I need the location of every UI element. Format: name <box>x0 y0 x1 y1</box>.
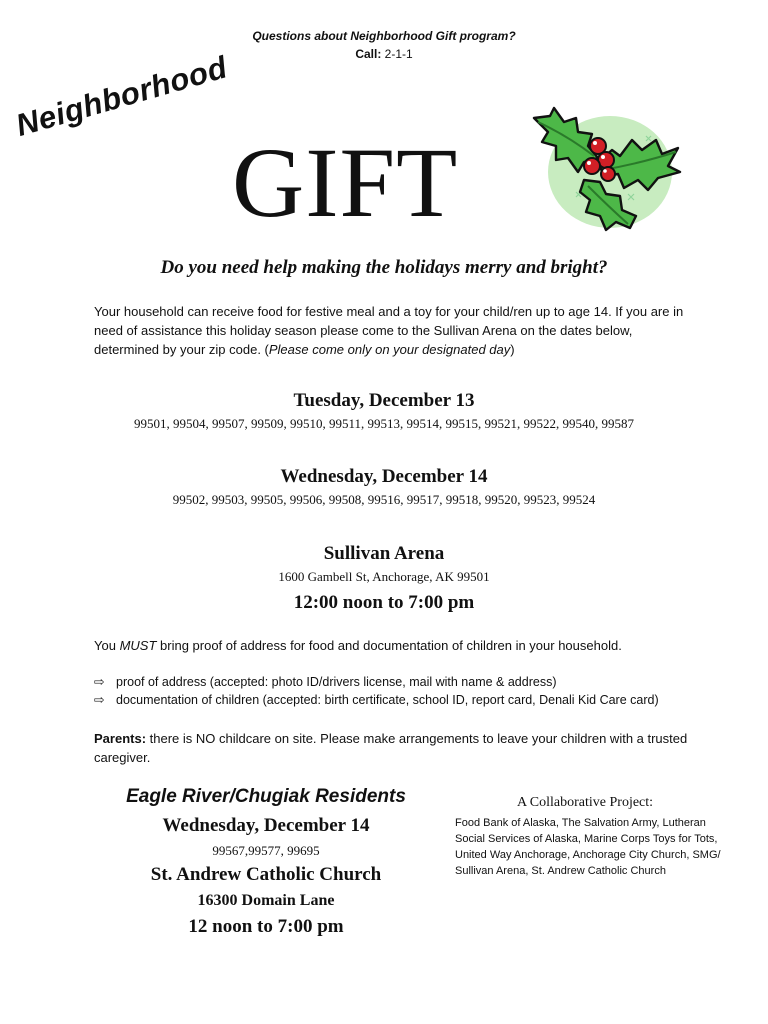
arrow-bullet-icon: ⇨ <box>94 693 105 707</box>
logo-script-word: Neighborhood <box>12 49 232 144</box>
parents-note <box>94 729 694 767</box>
bullet-text: documentation of children (accepted: birth certificate, school ID, report card, Denali Kid Care card) <box>116 693 659 707</box>
wednesday-date: Wednesday, December 14 <box>280 466 488 487</box>
venue-name: Sullivan Arena <box>323 543 445 564</box>
holly-icon <box>528 106 688 232</box>
requirements-rest: bring proof of address for food and documentation of children in your household. <box>156 638 622 653</box>
requirements-paragraph <box>94 636 694 655</box>
wednesday-zip-codes: 99502, 99503, 99505, 99506, 99508, 99516, 99517, 99518, 99520, 99523, 99524 <box>172 492 596 507</box>
requirements-lead: You <box>94 638 120 653</box>
eagle-river-time: 12 noon to 7:00 pm <box>188 916 344 937</box>
venue-address: 1600 Gambell St, Anchorage, AK 99501 <box>278 569 490 584</box>
headline: Do you need help making the holidays merry and bright? <box>160 257 608 278</box>
eagle-river-address: 16300 Domain Lane <box>197 892 335 909</box>
tuesday-date: Tuesday, December 13 <box>293 390 475 411</box>
venue-time: 12:00 noon to 7:00 pm <box>293 592 475 613</box>
eagle-river-heading: Eagle River/Chugiak Residents <box>126 786 406 807</box>
program-question: Questions about Neighborhood Gift program? <box>252 29 516 43</box>
collaborative-title: A Collaborative Project: <box>516 795 654 810</box>
intro-italic-note: Please come only on your designated day <box>268 342 511 357</box>
collaborative-partners: Food Bank of Alaska, The Salvation Army, Lutheran Social Services of Alaska, Marine Corps Toys for Tots, United Way Anchorage, Anchorage City Church, SMG/ Sullivan Arena, St. Andrew Catholic Church <box>455 817 721 877</box>
intro-close: ) <box>510 342 515 357</box>
bullet-documentation-of-children <box>94 691 659 709</box>
parents-text: there is NO childcare on site. Please make arrangements to leave your children with a trusted caregiver. <box>94 731 688 765</box>
call-line <box>0 47 768 61</box>
bullet-text: proof of address (accepted: photo ID/drivers license, mail with name & address) <box>116 675 557 689</box>
parents-label: Parents: <box>94 731 147 746</box>
eagle-river-date: Wednesday, December 14 <box>162 815 370 836</box>
eagle-river-church: St. Andrew Catholic Church <box>150 864 382 885</box>
intro-text: Your household can receive food for festive meal and a toy for your child/ren up to age 14. If you are in need of assistance this holiday season please come to the Sullivan Arena on the dates below, determined by your zip code. ( <box>94 304 684 357</box>
call-label: Call: <box>355 47 382 61</box>
eagle-river-zip-codes: 99567,99577, 99695 <box>212 843 320 858</box>
logo-main-word: GIFT <box>232 127 459 238</box>
call-number: 2-1-1 <box>384 47 413 61</box>
bullet-proof-of-address <box>94 673 557 691</box>
arrow-bullet-icon: ⇨ <box>94 675 105 689</box>
requirements-must: MUST <box>119 638 157 653</box>
tuesday-zip-codes: 99501, 99504, 99507, 99509, 99510, 99511, 99513, 99514, 99515, 99521, 99522, 99540, 99587 <box>133 416 635 431</box>
intro-paragraph <box>94 302 694 359</box>
